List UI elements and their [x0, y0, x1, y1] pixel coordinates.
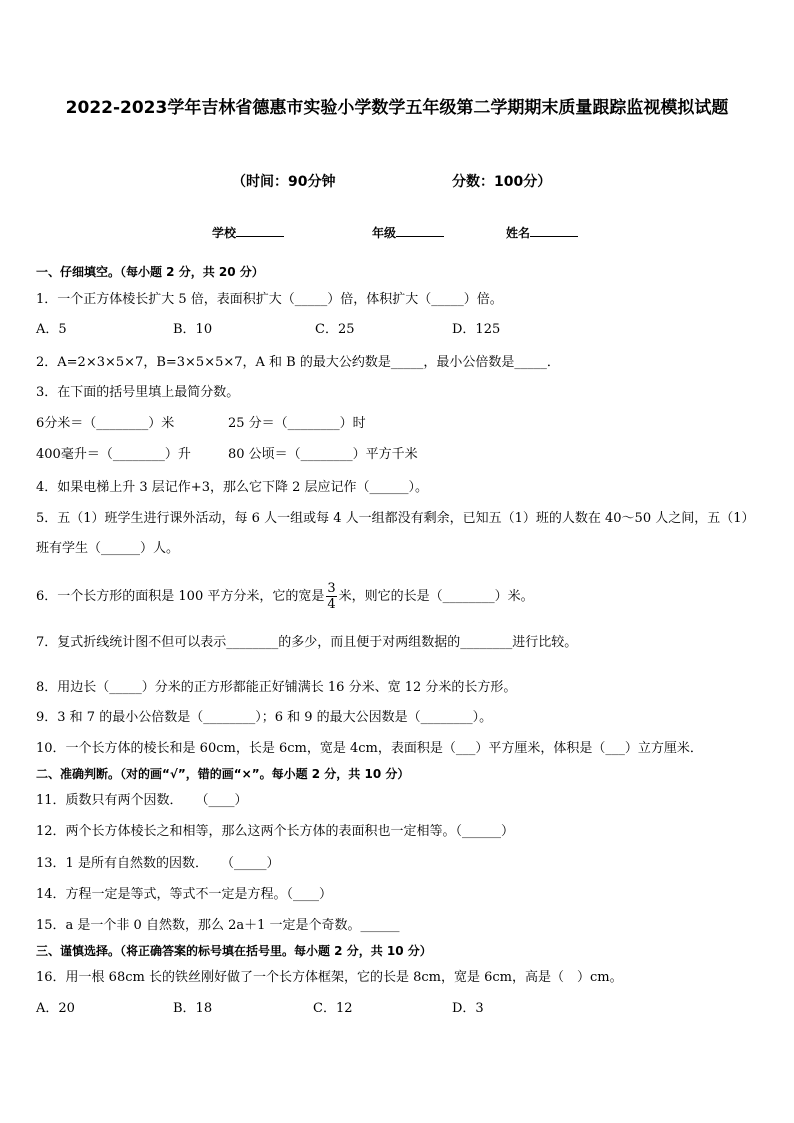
question-9: 9．3 和 7 的最小公倍数是（________）；6 和 9 的最大公因数是（________）。: [36, 710, 493, 725]
page-title: 2022-2023学年吉林省德惠市实验小学数学五年级第二学期期末质量跟踪监视模拟试题: [65, 98, 729, 118]
q6-fraction: [326, 581, 336, 612]
grade-label: 年级: [372, 226, 397, 240]
question-12: 12．两个长方体棱长之和相等，那么这两个长方体的表面积也一定相等。（______）: [36, 824, 515, 839]
school-label: 学校: [212, 226, 237, 240]
question-14: 14．方程一定是等式，等式不一定是方程。（____）: [36, 887, 333, 902]
section-1-heading: 一、仔细填空。（每小题 2 分，共 20 分）: [36, 265, 264, 279]
section-2-heading: 二、准确判断。（对的画“√”，错的画“×”。每小题 2 分，共 10 分）: [36, 767, 410, 781]
question-8: 8．用边长（_____）分米的正方形都能正好铺满长 16 分米、宽 12 分米的长方形。: [36, 680, 517, 695]
question-7: 7．复式折线统计图不但可以表示________的多少，而且便于对两组数据的________进行比较。: [36, 635, 578, 650]
q6-text-after: 米，则它的长是（________）米。: [338, 589, 534, 604]
q1-option-b: B．10: [173, 322, 213, 337]
question-16: 16．用一根 68cm 长的铁丝刚好做了一个长方体框架，它的长是 8cm，宽是 6cm，高是（ ）cm。: [36, 970, 623, 985]
question-3-b: 25 分＝（________）时: [228, 416, 366, 431]
question-10: 10．一个长方体的棱长和是 60cm，长是 6cm，宽是 4cm，表面积是（___）平方厘米，体积是（___）立方厘米．: [36, 741, 703, 756]
q1-option-c: C．25: [315, 322, 355, 337]
q1-option-d: D．125: [452, 322, 501, 337]
question-4: 4．如果电梯上升 3 层记作+3，那么它下降 2 层应记作（______）。: [36, 480, 429, 495]
q16-option-c: C．12: [313, 1001, 353, 1016]
q6-text-before: 6．一个长方形的面积是 100 平方分米，它的宽是: [36, 589, 325, 604]
grade-field: [372, 223, 444, 241]
section-3-heading: 三、谨慎选择。（将正确答案的标号填在括号里。每小题 2 分，共 10 分）: [36, 944, 432, 958]
question-6: [36, 576, 534, 618]
q1-option-a: A．5: [36, 322, 67, 337]
grade-blank[interactable]: [396, 223, 444, 237]
exam-time: （时间：90分钟: [232, 174, 336, 190]
question-3: 3．在下面的括号里填上最简分数。: [36, 385, 240, 400]
name-label: 姓名: [506, 226, 531, 240]
question-2: 2．A=2×3×5×7，B=3×5×5×7，A 和 B 的最大公约数是_____，最小公倍数是_____．: [36, 355, 560, 370]
q16-option-b: B．18: [173, 1001, 213, 1016]
question-3-a: 6分米＝（________）米: [36, 416, 175, 431]
question-1: 1．一个正方体棱长扩大 5 倍，表面积扩大（_____）倍，体积扩大（_____）倍。: [36, 292, 503, 307]
question-11: 11．质数只有两个因数． （____）: [36, 793, 248, 808]
q16-option-d: D．3: [452, 1001, 484, 1016]
q16-option-a: A．20: [36, 1001, 75, 1016]
exam-score: 分数：100分）: [452, 174, 552, 190]
school-blank[interactable]: [236, 223, 284, 237]
question-5: 5．五（1）班学生进行课外活动，每 6 人一组或每 4 人一组都没有剩余，已知五（1）班的人数在 40～50 人之间，五（1）班有学生（______）人。: [36, 511, 755, 556]
question-3-c: 400毫升＝（________）升: [36, 447, 191, 462]
name-field: [506, 223, 578, 241]
question-13: 13．1 是所有自然数的因数． （_____）: [36, 856, 280, 871]
school-field: [212, 223, 284, 241]
name-blank[interactable]: [530, 223, 578, 237]
question-15: 15．a 是一个非 0 自然数，那么 2a＋1 一定是个奇数。______: [36, 918, 400, 933]
q6-denominator: 4: [327, 597, 336, 612]
q6-numerator: 3: [327, 581, 336, 596]
question-3-d: 80 公顷＝（________）平方千米: [228, 447, 418, 462]
